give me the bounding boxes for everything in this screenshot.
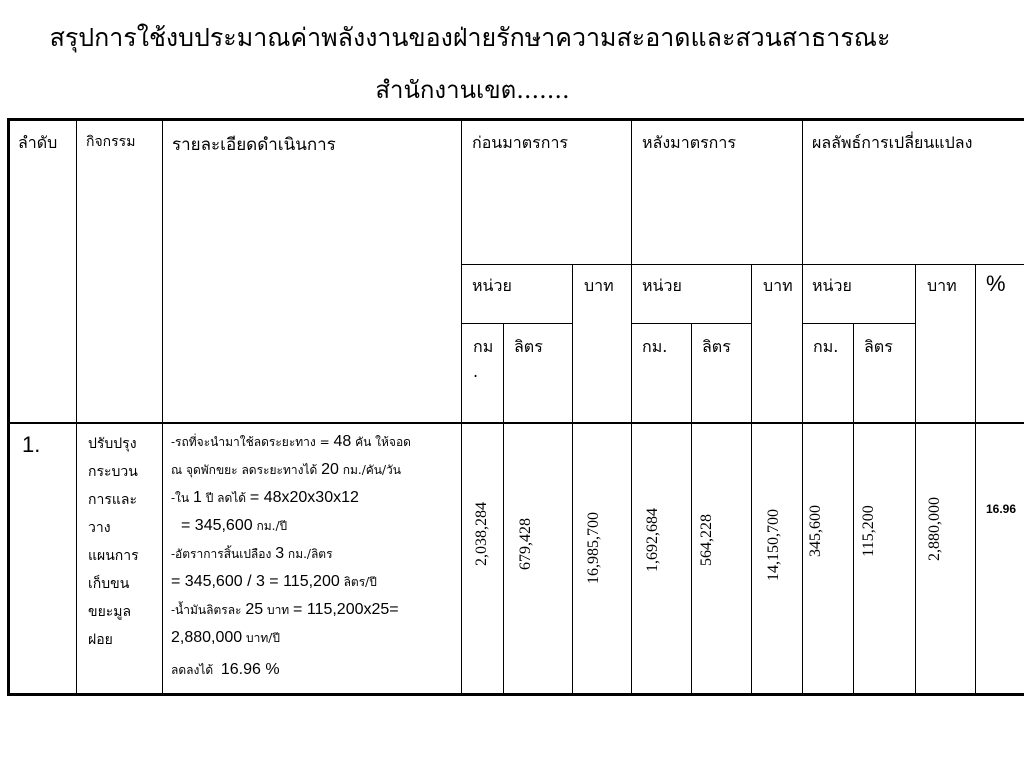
- activity-line: ขยะมูล: [88, 604, 132, 620]
- result-percent-value: 16.96: [986, 502, 1017, 516]
- header-before-km: กม: [473, 337, 494, 356]
- header-divider-km: [802, 323, 915, 324]
- header-detail: รายละเอียดดำเนินการ: [172, 135, 336, 155]
- column-divider: [76, 120, 77, 694]
- activity-line: กระบวน: [88, 464, 138, 480]
- column-divider: [975, 264, 976, 694]
- document-title: สรุปการใช้งบประมาณค่าพลังงานของฝ่ายรักษาความสะอาดและสวนสาธารณะ: [49, 23, 891, 52]
- header-result: ผลลัพธ์การเปลี่ยนแปลง: [812, 133, 973, 152]
- header-divider-unit: [461, 264, 1024, 265]
- header-before: ก่อนมาตรการ: [472, 133, 569, 152]
- column-divider: [162, 120, 163, 694]
- result-km-value: 345,600: [807, 505, 824, 557]
- header-after-unit: หน่วย: [642, 276, 682, 295]
- detail-line: -อัตราการสิ้นเปลือง 3 กม./ลิตร: [171, 545, 333, 562]
- header-before-liter: ลิตร: [514, 337, 543, 356]
- row-activity: [88, 430, 158, 654]
- column-divider: [853, 323, 854, 694]
- header-after-baht: บาท: [763, 276, 793, 295]
- row-order: 1.: [22, 432, 41, 457]
- detail-line: ลดลงได้ 16.96 %: [171, 661, 280, 678]
- column-divider: [572, 264, 573, 694]
- activity-line: การและ: [88, 492, 137, 508]
- header-order: ลำดับ: [18, 133, 58, 152]
- before-km-value: 2,038,284: [473, 502, 490, 566]
- result-liter-value: 115,200: [860, 505, 877, 557]
- header-after-liter: ลิตร: [702, 337, 731, 356]
- column-divider: [751, 264, 752, 694]
- document-subtitle: สำนักงานเขต.......: [375, 76, 570, 104]
- header-result-unit: หน่วย: [812, 276, 852, 295]
- header-before-baht: บาท: [584, 276, 614, 295]
- before-baht-value: 16,985,700: [585, 512, 602, 584]
- detail-line: = 345,600 กม./ปี: [181, 517, 288, 534]
- result-baht-value: 2,880,000: [926, 497, 943, 561]
- column-divider: [631, 120, 632, 694]
- detail-line: 2,880,000 บาท/ปี: [171, 629, 280, 646]
- column-divider: [802, 120, 803, 694]
- detail-line: -ใน 1 ปี ลดได้ = 48x20x30x12: [171, 489, 359, 506]
- activity-line: แผนการ: [88, 548, 139, 564]
- header-result-km: กม.: [813, 337, 839, 356]
- column-divider: [691, 323, 692, 694]
- column-divider: [461, 120, 462, 694]
- detail-line: ณ จุดพักขยะ ลดระยะทางได้ 20 กม./คัน/วัน: [171, 461, 401, 478]
- summary-table: [7, 118, 1024, 696]
- header-before-unit: หน่วย: [472, 276, 512, 295]
- before-liter-value: 679,428: [517, 518, 534, 570]
- header-result-baht: บาท: [927, 276, 957, 295]
- after-km-value: 1,692,684: [644, 508, 661, 572]
- detail-line: = 345,600 / 3 = 115,200 ลิตร/ปี: [171, 573, 377, 590]
- header-after: หลังมาตรการ: [642, 133, 736, 152]
- after-liter-value: 564,228: [698, 514, 715, 566]
- header-percent: %: [986, 271, 1006, 296]
- header-divider-km: [461, 323, 572, 324]
- header-before-km-dot: .: [473, 362, 479, 381]
- header-activity: กิจกรรม: [86, 134, 136, 150]
- detail-line: -น้ำมันลิตรละ 25 บาท = 115,200x25=: [171, 601, 399, 618]
- column-divider: [915, 264, 916, 694]
- column-divider: [503, 323, 504, 694]
- activity-line: ฝอย: [88, 632, 113, 648]
- row-detail: [171, 428, 461, 684]
- after-baht-value: 14,150,700: [765, 509, 782, 581]
- activity-line: วาง: [88, 520, 111, 536]
- activity-line: เก็บขน: [88, 576, 130, 592]
- header-after-km: กม.: [642, 337, 668, 356]
- activity-line: ปรับปรุง: [88, 436, 137, 452]
- detail-line: -รถที่จะนำมาใช้ลดระยะทาง = 48 คัน ให้จอด: [171, 433, 411, 450]
- header-result-liter: ลิตร: [864, 337, 893, 356]
